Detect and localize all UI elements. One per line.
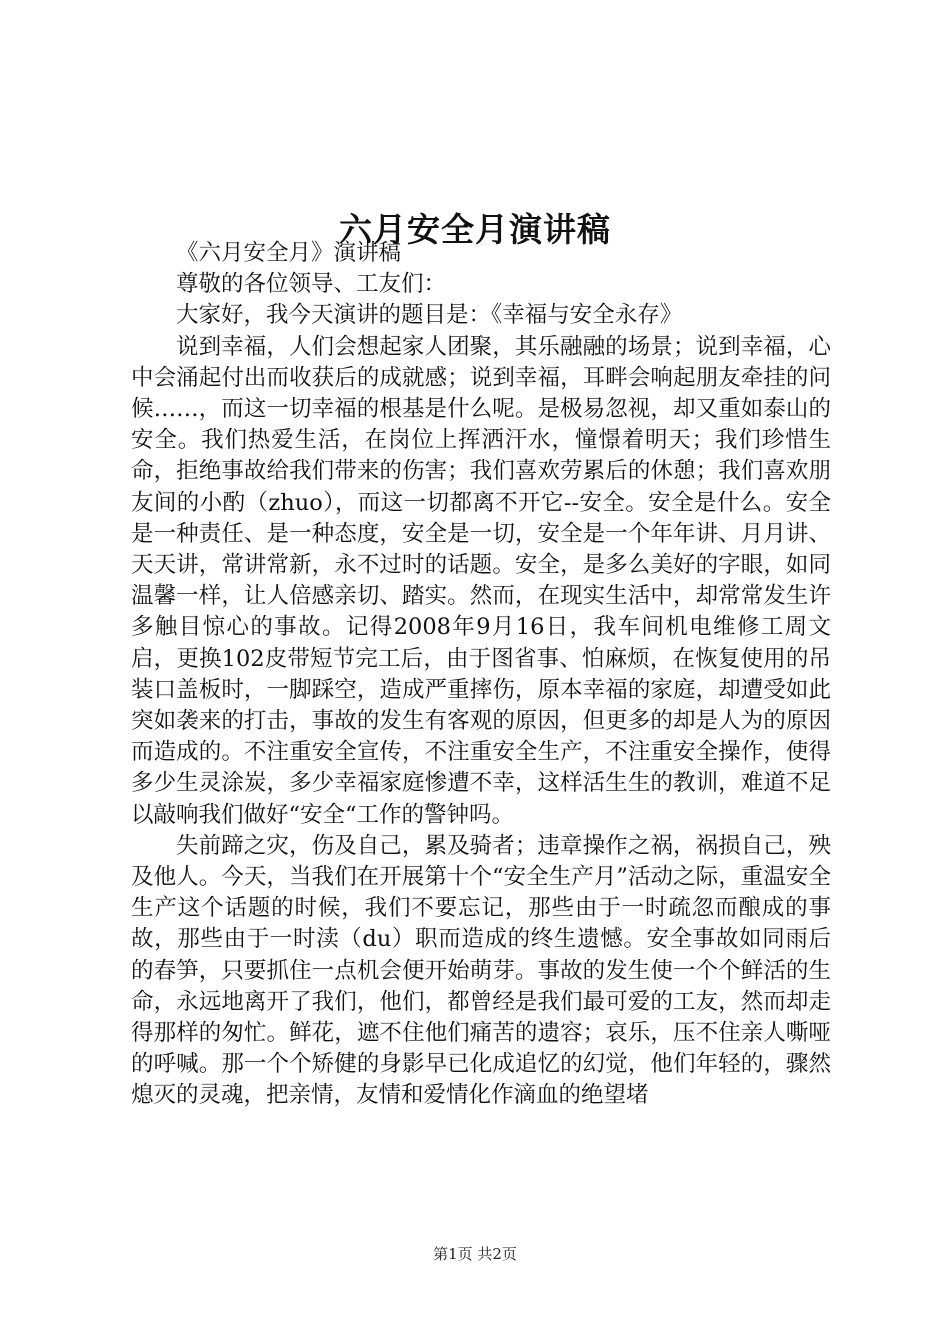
paragraph-intro: 大家好，我今天演讲的题目是：《幸福与安全永存》	[176, 302, 683, 329]
document-body	[131, 238, 831, 1112]
document-title: 六月安全月演讲稿	[339, 210, 611, 250]
paragraph-body-1: 说到幸福，人们会想起家人团聚，其乐融融的场景；说到幸福，心中会涌起付出而收获后的成就感；说到幸福，耳畔会响起朋友牵挂的问候……，而这一切幸福的根基是什么呢。是极易忽视，却又重如泰山的安全。我们热爱生活，在岗位上挥洒汗水，憧憬着明天；我们珍惜生命，拒绝事故给我们带来的伤害；我们喜欢劳累后的休憩；我们喜欢朋友间的小酌（zhuo），而这一切都离不开它--安全。安全是什么。安全是一种责任、是一种态度，安全是一切，安全是一个年年讲、月月讲、天天讲，常讲常新，永不过时的话题。安全，是多么美好的字眼，如同温馨一样，让人倍感亲切、踏实。然而，在现实生活中，却常常发生许多触目惊心的事故。记得2008年9月16日，我车间机电维修工周文启，更换102皮带短节完工后，由于图省事、怕麻烦，在恢复使用的吊装口盖板时，一脚踩空，造成严重摔伤，原本幸福的家庭，却遭受如此突如袭来的打击，事故的发生有客观的原因，但更多的却是人为的原因而造成的。不注重安全宣传，不注重安全生产，不注重安全操作，使得多少生灵涂炭，多少幸福家庭惨遭不幸，这样活生生的教训，难道不足以敲响我们做好“安全“工作的警钟吗。	[131, 333, 831, 828]
page-footer: 第1页 共2页	[433, 1245, 517, 1263]
paragraph-greeting: 尊敬的各位领导、工友们：	[176, 271, 447, 298]
paragraph-heading: 《六月安全月》演讲稿	[176, 240, 402, 266]
paragraph-body-2: 失前蹄之灾，伤及自己，累及骑者；违章操作之祸，祸损自己，殃及他人。今天，当我们在开展第十个“安全生产月”活动之际，重温安全生产这个话题的时候，我们不要忘记，那些由于一时疏忽而酿成的事故，那些由于一时渎（du）职而造成的终生遗憾。安全事故如同雨后的春笋，只要抓住一点机会便开始萌芽。事故的发生使一个个鲜活的生命，永远地离开了我们，他们，都曾经是我们最可爱的工友，然而却走得那样的匆忙。鲜花，遮不住他们痛苦的遗容；哀乐，压不住亲人嘶哑的呼喊。那一个个矫健的身影早已化成追忆的幻觉，他们年轻的，骤然熄灭的灵魂，把亲情，友情和爱情化作滴血的绝望堵	[131, 832, 831, 1109]
